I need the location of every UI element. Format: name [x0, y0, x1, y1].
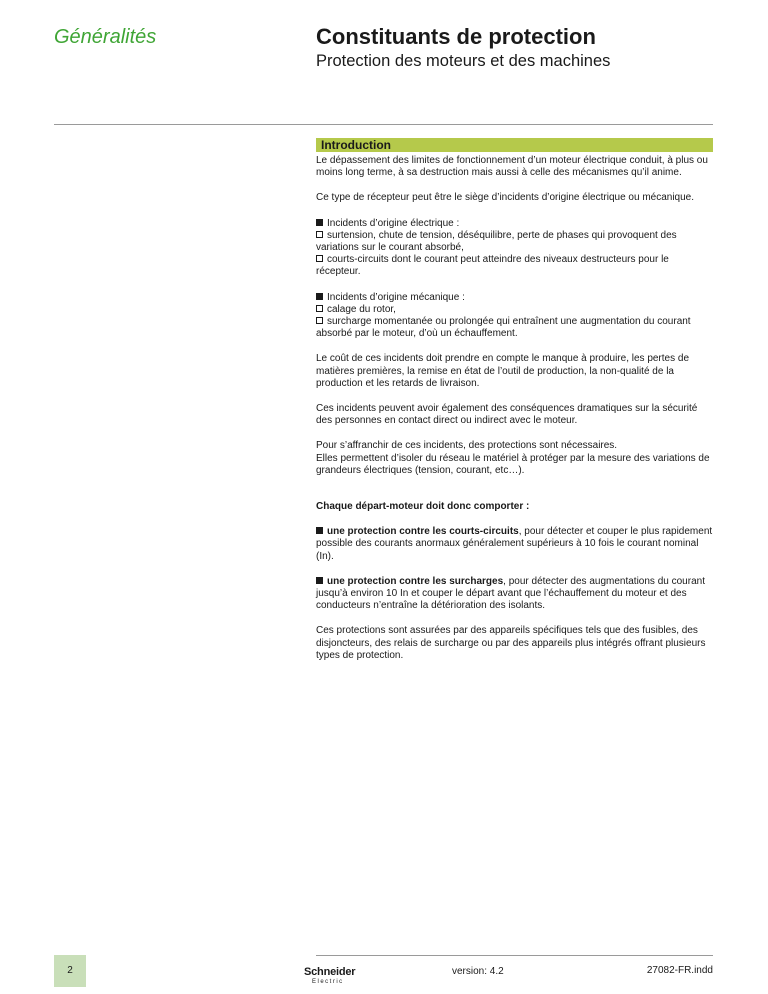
paragraph: Ce type de récepteur peut être le siège d’incidents d’origine électrique ou mécanique.	[316, 192, 695, 204]
paragraph-line: Pour s’affranchir de ces incidents, des protections sont nécessaires.	[316, 440, 618, 452]
requirement-item-text: , pour détecter des augmentations du courant jusqu’à environ 10 In et couper le départ avant que l’échauffement du moteur et des conducteurs n’entraîne la détérioration des isolants.	[316, 575, 705, 612]
paragraph: Ces protections sont assurées par des appareils spécifiques tels que des fusibles, des disjoncteurs, des relais de surcharge ou par des appareils plus intégrés offrant plusieurs types de protection.	[316, 625, 706, 661]
schneider-logo	[304, 962, 355, 985]
requirement-item-text: , pour détecter et couper le plus rapidement possible des courants anormaux généralement supérieurs à 10 fois le courant nominal (In).	[316, 526, 713, 562]
list-item: calage du rotor,	[327, 303, 396, 315]
paragraph: Le coût de ces incidents doit prendre en compte le manque à produire, les pertes de matières premières, la remise en état de l’outil de production, la non-qualité de la production et les retards de livraison.	[316, 353, 690, 389]
intro-heading: Introduction	[316, 138, 713, 152]
list-item: surtension, chute de tension, déséquilibre, perte de phases qui provoquent des variations sur le courant absorbé,	[316, 229, 677, 254]
page-number: 2	[54, 955, 86, 987]
paragraph	[316, 440, 713, 477]
square-bullet-icon	[316, 293, 323, 300]
list-item: courts-circuits dont le courant peut atteindre des niveaux destructeurs pour le récepteur.	[316, 254, 669, 278]
open-square-bullet-icon	[316, 255, 323, 262]
open-square-bullet-icon	[316, 305, 323, 312]
requirement-item	[316, 526, 713, 563]
paragraph-line: Elles permettent d’isoler du réseau le matériel à protéger par la mesure des variations de grandeurs électriques (tension, courant, etc…).	[316, 452, 710, 476]
paragraph: Le dépassement des limites de fonctionnement d’un moteur électrique conduit, à plus ou moins long terme, à sa destruction mais aussi à celle des mécanismes qu’il anime.	[316, 155, 708, 179]
brand-subtitle: Electric	[312, 979, 344, 985]
page-subtitle: Protection des moteurs et des machines	[316, 52, 611, 70]
mechanical-incidents-list	[316, 292, 713, 341]
square-bullet-icon	[316, 577, 323, 584]
open-square-bullet-icon	[316, 231, 323, 238]
requirement-item-bold: une protection contre les courts-circuits	[327, 526, 519, 538]
square-bullet-icon	[316, 219, 323, 226]
list-item: surcharge momentanée ou prolongée qui entraînent une augmentation du courant absorbé par le moteur, d’où un échauffement.	[316, 316, 691, 340]
requirement-item	[316, 576, 713, 613]
requirement-text: Chaque départ-moteur doit donc comporter :	[316, 501, 530, 513]
file-name: 27082-FR.indd	[646, 965, 713, 976]
list-title: Incidents d’origine mécanique :	[327, 291, 465, 303]
version-label: version: 4.2	[452, 966, 504, 977]
paragraph: Ces incidents peuvent avoir également des conséquences dramatiques sur la sécurité des personnes en contact direct ou indirect avec le moteur.	[316, 403, 698, 427]
page-title: Constituants de protection	[316, 24, 596, 49]
footer-divider	[316, 955, 713, 956]
square-bullet-icon	[316, 527, 323, 534]
requirement-heading	[316, 501, 713, 513]
list-title: Incidents d’origine électrique :	[327, 217, 460, 229]
open-square-bullet-icon	[316, 317, 323, 324]
main-content	[316, 155, 713, 675]
electrical-incidents-list	[316, 218, 713, 279]
requirement-item-bold: une protection contre les surcharges	[327, 575, 504, 587]
header-divider	[54, 124, 713, 125]
section-label: Généralités	[54, 26, 157, 48]
brand-name: Schneider	[304, 966, 356, 978]
